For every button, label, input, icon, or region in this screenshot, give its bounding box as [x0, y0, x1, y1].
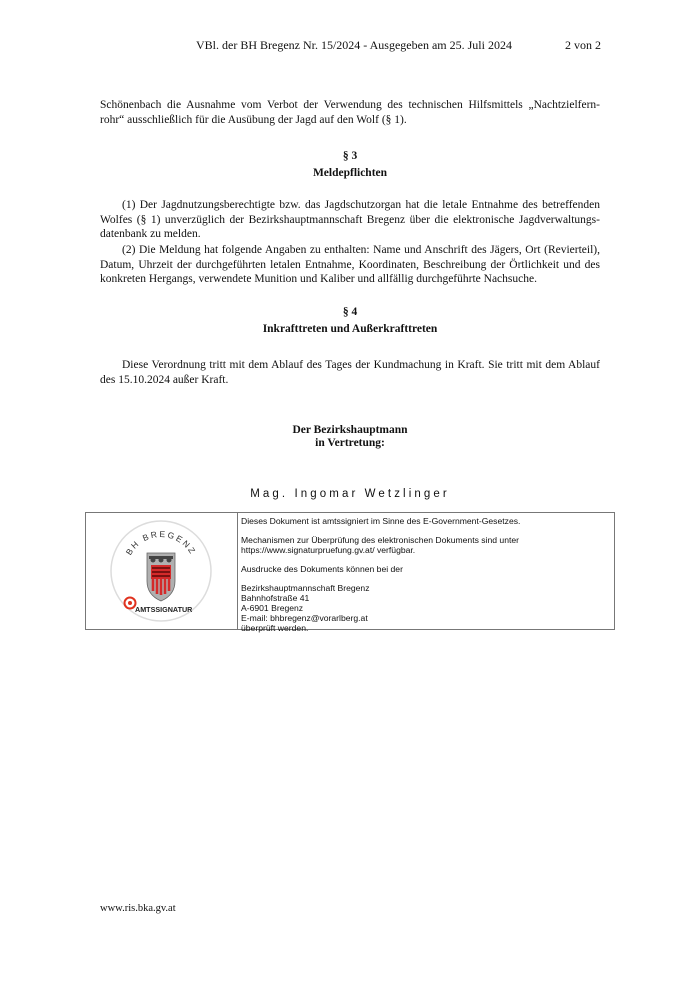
seal-top-text: BH BREGENZ	[123, 528, 199, 557]
signature-box-divider	[237, 513, 238, 629]
address-email: E-mail: bhbregenz@vorarlberg.at	[241, 613, 368, 623]
printout-info: Ausdrucke des Dokuments können bei der	[241, 564, 403, 574]
authority-address	[241, 583, 611, 633]
address-line-3: A-6901 Bregenz	[241, 603, 304, 613]
intro-line-1: Schönenbach die Ausnahme vom Verbot der Verwendung des technischen Hilfsmittels „Nachtzielfern-	[100, 99, 600, 111]
signature-box	[85, 512, 615, 633]
section-3-paragraph-1: (1) Der Jagdnutzungsberechtigte bzw. das Jagdschutzorgan hat die letale Entnahme des betreffenden Wolfes (§ 1) unverzüglich der Bezirkshauptmannschaft Bregenz über die elektronische Jagdverwaltungs-datenbank zu melden.	[100, 199, 600, 240]
page-number: 2 von 2	[565, 38, 601, 52]
section-3-paragraph-2: (2) Die Meldung hat folgende Angaben zu enthalten: Name und Anschrift des Jägers, Ort (Revierteil), Datum, Uhrzeit der durchgeführten letalen Entnahme, Koordinaten, Beschreibung der Örtlichkeit und des konkreten Hergangs, verwendete Munition und Kaliber und allfällig durchgeführte Nachsuche.	[100, 244, 600, 285]
header-title: VBl. der BH Bregenz Nr. 15/2024 - Ausgegeben am 25. Juli 2024	[196, 38, 512, 52]
verification-line-1: Mechanismen zur Überprüfung des elektronischen Dokuments sind unter	[241, 535, 520, 545]
seal-bottom-text: AMTSSIGNATUR	[135, 605, 193, 614]
address-line-2: Bahnhofstraße 41	[241, 593, 310, 603]
signatory-subtitle: in Vertretung:	[315, 437, 385, 449]
intro-line-2: rohr“ ausschließlich für die Ausübung der Jagd auf den Wolf (§ 1).	[100, 113, 407, 126]
address-line-5: überprüft werden.	[241, 623, 309, 633]
intro-paragraph	[100, 98, 600, 127]
amtssignatur-seal-icon	[109, 519, 213, 623]
section-3-title: Meldepflichten	[312, 167, 388, 179]
signatory-title: Der Bezirkshauptmann	[292, 424, 408, 436]
section-4-number: § 4	[342, 306, 358, 318]
address-line-1: Bezirkshauptmannschaft Bregenz	[241, 583, 370, 593]
verification-info	[241, 535, 611, 555]
section-4-title: Inkrafttreten und Außerkrafttreten	[262, 323, 438, 335]
section-3-number: § 3	[342, 150, 358, 162]
signature-box-text	[241, 516, 611, 633]
footer-url: www.ris.bka.gv.at	[100, 903, 176, 914]
signature-notice: Dieses Dokument ist amtssigniert im Sinne des E-Government-Gesetzes.	[241, 516, 521, 526]
section-4-paragraph-1: Diese Verordnung tritt mit dem Ablauf des Tages der Kundmachung in Kraft. Sie tritt mit dem Ablauf des 15.10.2024 außer Kraft.	[100, 359, 600, 386]
signatory-name: Mag. Ingomar Wetzlinger	[250, 488, 450, 500]
verification-url: https://www.signaturpruefung.gv.at/ verfügbar.	[241, 545, 416, 555]
